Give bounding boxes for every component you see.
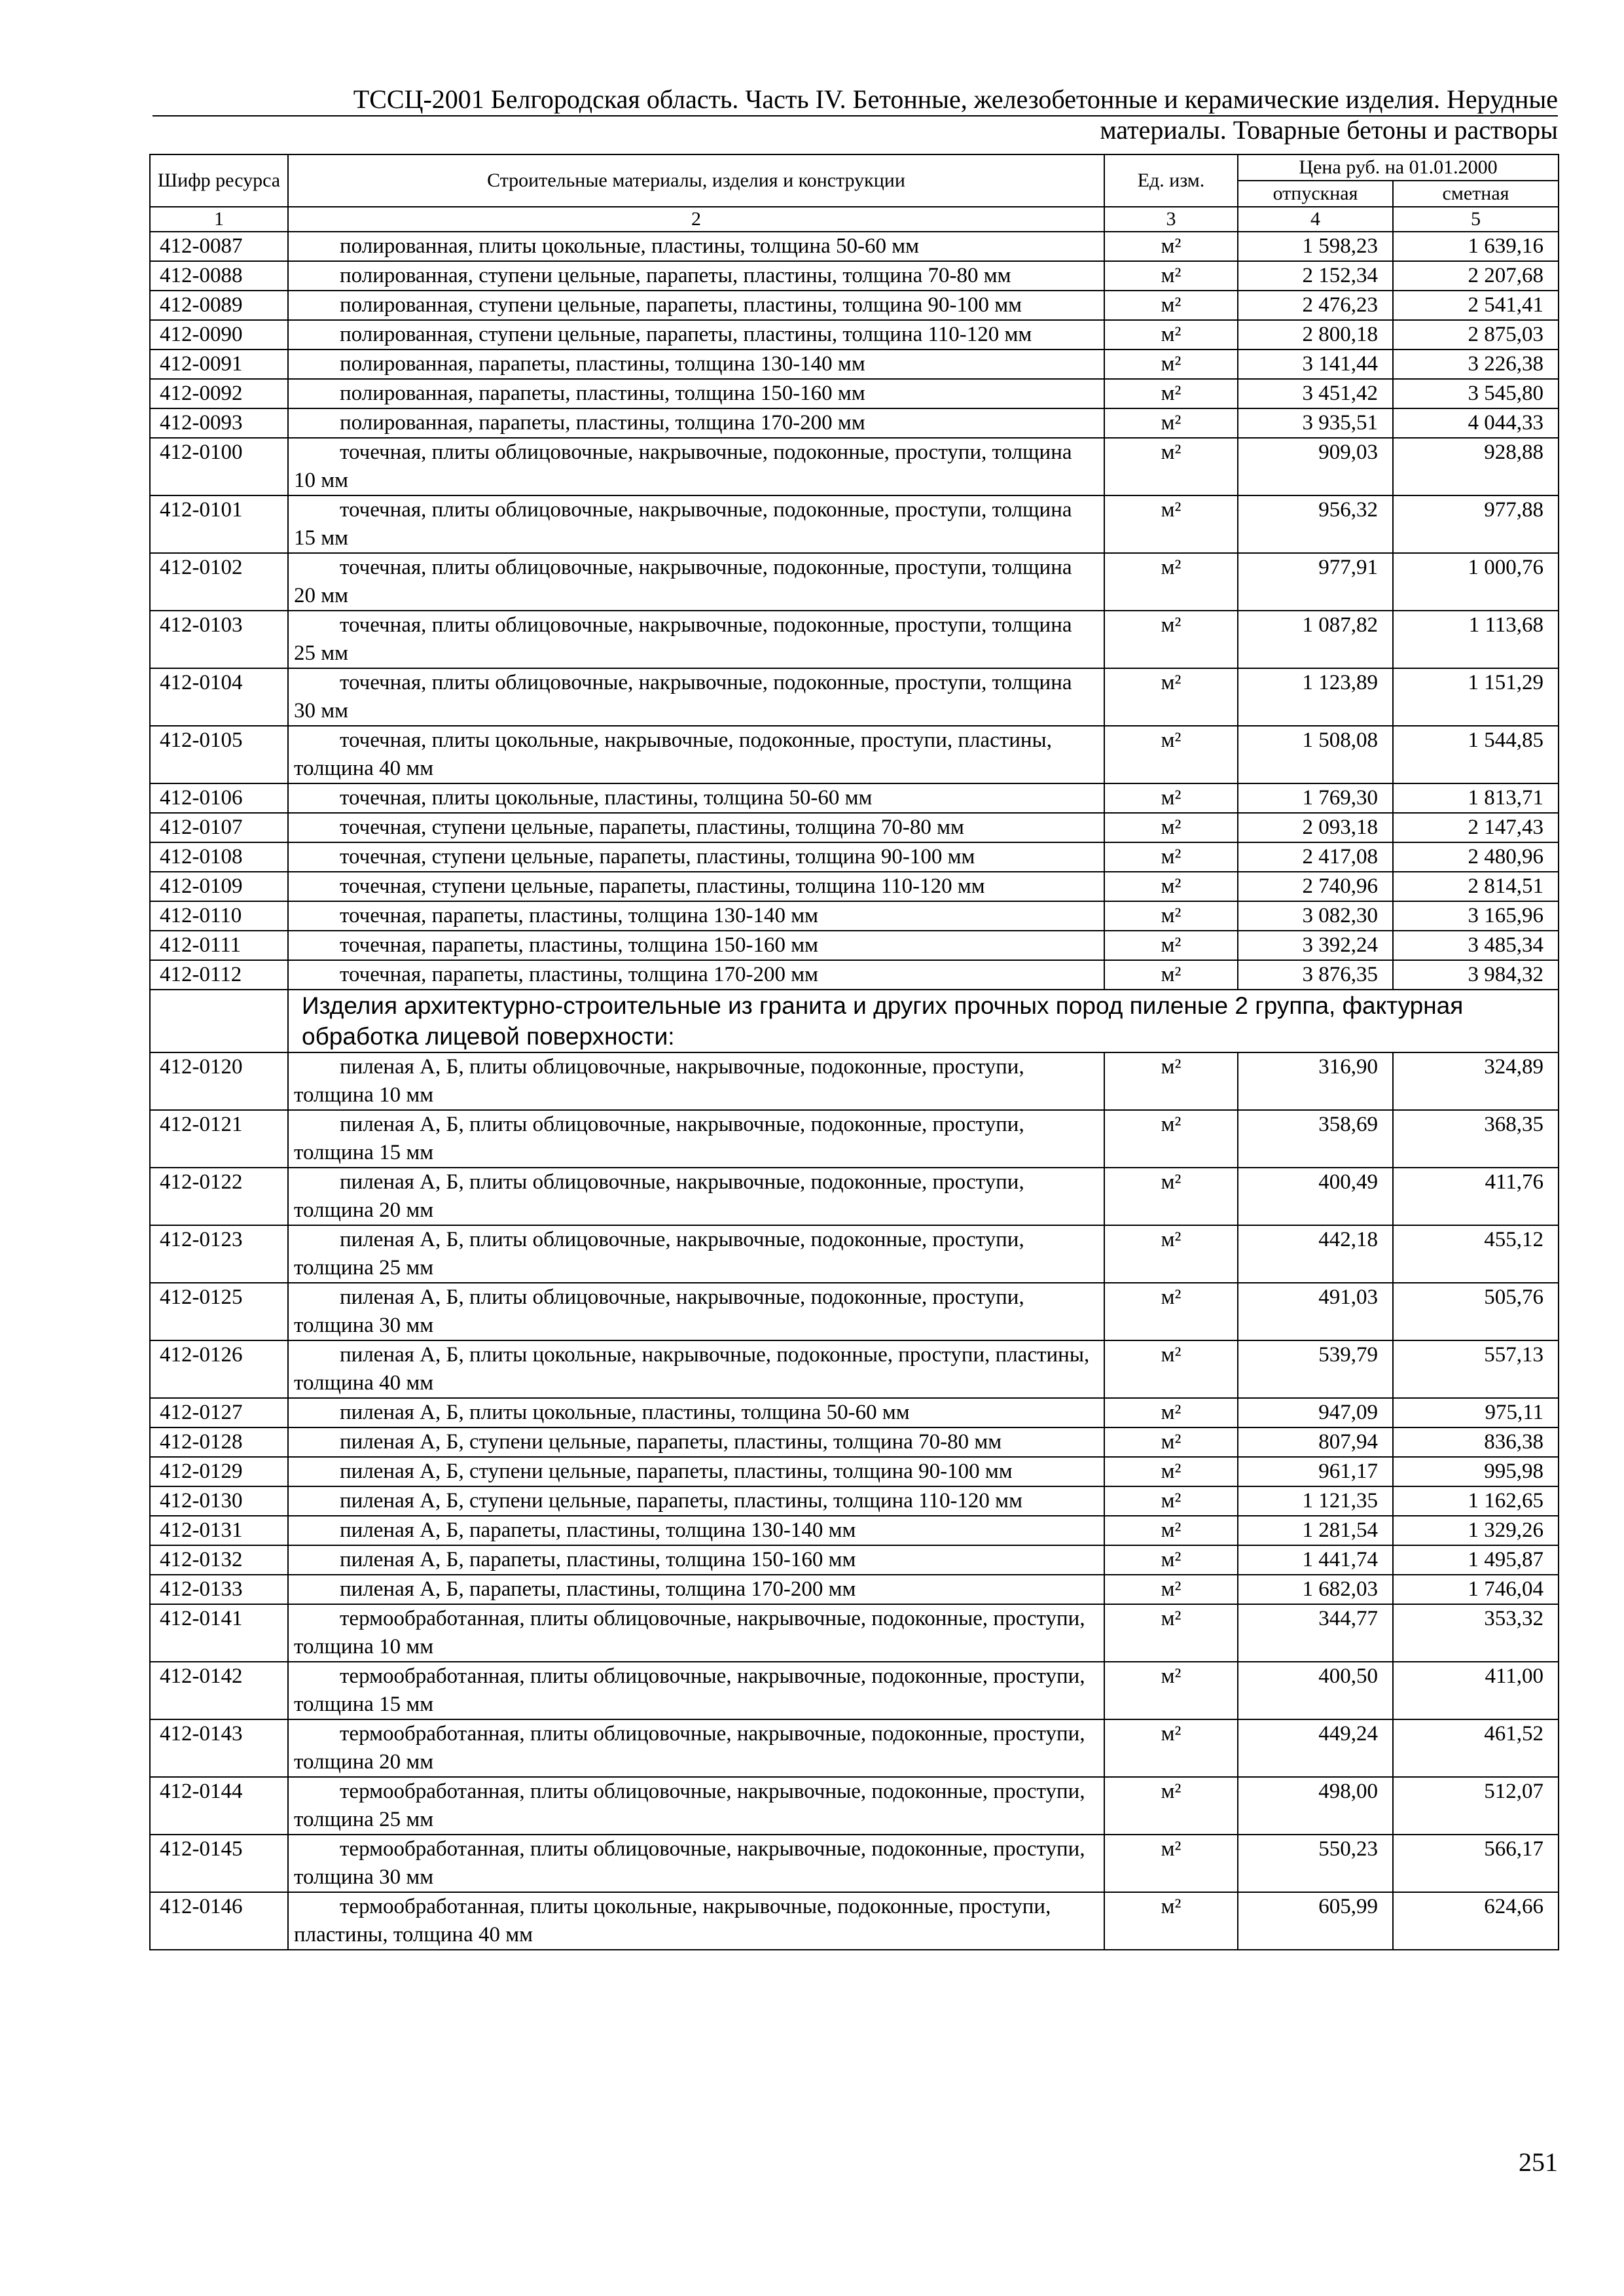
estimate-price-cell: 1 639,16	[1393, 232, 1559, 261]
header-price: Цена руб. на 01.01.2000	[1238, 154, 1559, 181]
unit-cell: м²	[1104, 1777, 1238, 1835]
table-row	[150, 1604, 1559, 1662]
material-name-cell: пиленая А, Б, ступени цельные, парапеты, пластины, толщина 110-120 мм	[288, 1486, 1104, 1516]
material-name-cell: пиленая А, Б, ступени цельные, парапеты, пластины, толщина 90-100 мм	[288, 1457, 1104, 1486]
estimate-price-cell: 1 813,71	[1393, 783, 1559, 813]
material-name-cell: пиленая А, Б, плиты облицовочные, накрывочные, подоконные, проступи, толщина 30 мм	[288, 1283, 1104, 1340]
estimate-price-cell: 2 207,68	[1393, 261, 1559, 291]
material-name-cell: пиленая А, Б, парапеты, пластины, толщина 150-160 мм	[288, 1545, 1104, 1575]
table-row	[150, 495, 1559, 553]
release-price-cell: 977,91	[1238, 553, 1393, 611]
column-number: 4	[1238, 207, 1393, 232]
unit-cell: м²	[1104, 1892, 1238, 1950]
table-body	[150, 207, 1559, 1950]
unit-cell: м²	[1104, 1168, 1238, 1225]
unit-cell: м²	[1104, 1052, 1238, 1110]
release-price-cell: 550,23	[1238, 1835, 1393, 1892]
column-numbers-row	[150, 207, 1559, 232]
release-price-cell: 947,09	[1238, 1398, 1393, 1427]
unit-cell: м²	[1104, 261, 1238, 291]
resource-code-cell: 412-0091	[150, 350, 288, 379]
table-row	[150, 1575, 1559, 1604]
estimate-price-cell: 1 162,65	[1393, 1486, 1559, 1516]
estimate-price-cell: 1 746,04	[1393, 1575, 1559, 1604]
table-row	[150, 320, 1559, 350]
estimate-price-cell: 2 480,96	[1393, 842, 1559, 872]
unit-cell: м²	[1104, 783, 1238, 813]
unit-cell: м²	[1104, 960, 1238, 990]
release-price-cell: 344,77	[1238, 1604, 1393, 1662]
unit-cell: м²	[1104, 611, 1238, 668]
material-name-cell: точечная, парапеты, пластины, толщина 130-140 мм	[288, 901, 1104, 931]
material-name-cell: полированная, ступени цельные, парапеты, пластины, толщина 90-100 мм	[288, 291, 1104, 320]
material-name-cell: пиленая А, Б, плиты цокольные, пластины, толщина 50-60 мм	[288, 1398, 1104, 1427]
resource-code-cell: 412-0122	[150, 1168, 288, 1225]
unit-cell: м²	[1104, 1457, 1238, 1486]
release-price-cell: 2 740,96	[1238, 872, 1393, 901]
unit-cell: м²	[1104, 872, 1238, 901]
estimate-price-cell: 1 329,26	[1393, 1516, 1559, 1545]
resource-code-cell: 412-0144	[150, 1777, 288, 1835]
resource-code-cell: 412-0128	[150, 1427, 288, 1457]
estimate-price-cell: 566,17	[1393, 1835, 1559, 1892]
table-row	[150, 960, 1559, 990]
table-row	[150, 291, 1559, 320]
material-name-cell: полированная, ступени цельные, парапеты, пластины, толщина 70-80 мм	[288, 261, 1104, 291]
resource-code-cell: 412-0133	[150, 1575, 288, 1604]
material-name-cell: точечная, плиты облицовочные, накрывочные, подоконные, проступи, толщина 20 мм	[288, 553, 1104, 611]
material-name-cell: точечная, ступени цельные, парапеты, пластины, толщина 110-120 мм	[288, 872, 1104, 901]
material-name-cell: пиленая А, Б, плиты облицовочные, накрывочные, подоконные, проступи, толщина 10 мм	[288, 1052, 1104, 1110]
estimate-price-cell: 3 226,38	[1393, 350, 1559, 379]
resource-code-cell: 412-0112	[150, 960, 288, 990]
material-name-cell: термообработанная, плиты облицовочные, накрывочные, подоконные, проступи, толщина 15 мм	[288, 1662, 1104, 1719]
column-number: 2	[288, 207, 1104, 232]
resource-code-cell: 412-0089	[150, 291, 288, 320]
release-price-cell: 2 800,18	[1238, 320, 1393, 350]
unit-cell: м²	[1104, 1604, 1238, 1662]
release-price-cell: 400,49	[1238, 1168, 1393, 1225]
release-price-cell: 3 876,35	[1238, 960, 1393, 990]
resource-code-cell: 412-0102	[150, 553, 288, 611]
resource-code-cell: 412-0101	[150, 495, 288, 553]
table-row	[150, 1662, 1559, 1719]
material-name-cell: точечная, плиты облицовочные, накрывочные, подоконные, проступи, толщина 10 мм	[288, 438, 1104, 495]
unit-cell: м²	[1104, 1719, 1238, 1777]
estimate-price-cell: 512,07	[1393, 1777, 1559, 1835]
release-price-cell: 2 093,18	[1238, 813, 1393, 842]
material-name-cell: термообработанная, плиты облицовочные, накрывочные, подоконные, проступи, толщина 20 мм	[288, 1719, 1104, 1777]
estimate-price-cell: 505,76	[1393, 1283, 1559, 1340]
resource-code-cell: 412-0100	[150, 438, 288, 495]
material-name-cell: полированная, ступени цельные, парапеты, пластины, толщина 110-120 мм	[288, 320, 1104, 350]
estimate-price-cell: 3 545,80	[1393, 379, 1559, 408]
unit-cell: м²	[1104, 320, 1238, 350]
resource-code-cell: 412-0125	[150, 1283, 288, 1340]
release-price-cell: 1 123,89	[1238, 668, 1393, 726]
release-price-cell: 1 769,30	[1238, 783, 1393, 813]
unit-cell: м²	[1104, 1545, 1238, 1575]
unit-cell: м²	[1104, 1398, 1238, 1427]
column-number: 5	[1393, 207, 1559, 232]
release-price-cell: 2 152,34	[1238, 261, 1393, 291]
table-row	[150, 611, 1559, 668]
table-row	[150, 1457, 1559, 1486]
material-name-cell: точечная, ступени цельные, парапеты, пластины, толщина 90-100 мм	[288, 842, 1104, 872]
release-price-cell: 491,03	[1238, 1283, 1393, 1340]
column-number: 3	[1104, 207, 1238, 232]
section-heading-row	[150, 990, 1559, 1052]
resource-code-cell: 412-0146	[150, 1892, 288, 1950]
material-name-cell: пиленая А, Б, плиты облицовочные, накрывочные, подоконные, проступи, толщина 15 мм	[288, 1110, 1104, 1168]
material-name-cell: точечная, ступени цельные, парапеты, пластины, толщина 70-80 мм	[288, 813, 1104, 842]
release-price-cell: 1 441,74	[1238, 1545, 1393, 1575]
resource-code-cell: 412-0106	[150, 783, 288, 813]
resource-code-cell: 412-0141	[150, 1604, 288, 1662]
release-price-cell: 442,18	[1238, 1225, 1393, 1283]
estimate-price-cell: 1 544,85	[1393, 726, 1559, 783]
section-code-cell	[150, 990, 288, 1052]
release-price-cell: 3 141,44	[1238, 350, 1393, 379]
material-name-cell: полированная, парапеты, пластины, толщина 170-200 мм	[288, 408, 1104, 438]
resource-code-cell: 412-0142	[150, 1662, 288, 1719]
material-name-cell: термообработанная, плиты облицовочные, накрывочные, подоконные, проступи, толщина 10 мм	[288, 1604, 1104, 1662]
material-name-cell: пиленая А, Б, плиты облицовочные, накрывочные, подоконные, проступи, толщина 25 мм	[288, 1225, 1104, 1283]
header-code: Шифр ресурса	[150, 154, 288, 207]
table-row	[150, 1719, 1559, 1777]
release-price-cell: 1 598,23	[1238, 232, 1393, 261]
table-row	[150, 438, 1559, 495]
material-name-cell: полированная, плиты цокольные, пластины, толщина 50-60 мм	[288, 232, 1104, 261]
estimate-price-cell: 455,12	[1393, 1225, 1559, 1283]
estimate-price-cell: 624,66	[1393, 1892, 1559, 1950]
resource-code-cell: 412-0090	[150, 320, 288, 350]
release-price-cell: 961,17	[1238, 1457, 1393, 1486]
release-price-cell: 2 417,08	[1238, 842, 1393, 872]
table-row	[150, 668, 1559, 726]
header-unit: Ед. изм.	[1104, 154, 1238, 207]
material-name-cell: термообработанная, плиты облицовочные, накрывочные, подоконные, проступи, толщина 30 мм	[288, 1835, 1104, 1892]
release-price-cell: 400,50	[1238, 1662, 1393, 1719]
material-name-cell: точечная, парапеты, пластины, толщина 150-160 мм	[288, 931, 1104, 960]
table-row	[150, 553, 1559, 611]
release-price-cell: 909,03	[1238, 438, 1393, 495]
resource-code-cell: 412-0121	[150, 1110, 288, 1168]
material-name-cell: термообработанная, плиты облицовочные, накрывочные, подоконные, проступи, толщина 25 мм	[288, 1777, 1104, 1835]
table-row	[150, 379, 1559, 408]
estimate-price-cell: 411,76	[1393, 1168, 1559, 1225]
table-row	[150, 408, 1559, 438]
unit-cell: м²	[1104, 379, 1238, 408]
resource-code-cell: 412-0129	[150, 1457, 288, 1486]
estimate-price-cell: 1 000,76	[1393, 553, 1559, 611]
resource-code-cell: 412-0109	[150, 872, 288, 901]
estimate-price-cell: 1 151,29	[1393, 668, 1559, 726]
resource-code-cell: 412-0087	[150, 232, 288, 261]
estimate-price-cell: 324,89	[1393, 1052, 1559, 1110]
estimate-price-cell: 368,35	[1393, 1110, 1559, 1168]
unit-cell: м²	[1104, 1575, 1238, 1604]
table-row	[150, 1168, 1559, 1225]
estimate-price-cell: 557,13	[1393, 1340, 1559, 1398]
estimate-price-cell: 3 165,96	[1393, 901, 1559, 931]
material-name-cell: пиленая А, Б, парапеты, пластины, толщина 170-200 мм	[288, 1575, 1104, 1604]
resource-code-cell: 412-0088	[150, 261, 288, 291]
table-row	[150, 931, 1559, 960]
material-name-cell: пиленая А, Б, парапеты, пластины, толщина 130-140 мм	[288, 1516, 1104, 1545]
resource-code-cell: 412-0126	[150, 1340, 288, 1398]
table-row	[150, 1283, 1559, 1340]
table-row	[150, 1225, 1559, 1283]
table-row	[150, 1516, 1559, 1545]
table-row	[150, 1398, 1559, 1427]
estimate-price-cell: 2 147,43	[1393, 813, 1559, 842]
release-price-cell: 3 392,24	[1238, 931, 1393, 960]
resource-code-cell: 412-0108	[150, 842, 288, 872]
table-row	[150, 1340, 1559, 1398]
release-price-cell: 449,24	[1238, 1719, 1393, 1777]
resource-code-cell: 412-0110	[150, 901, 288, 931]
unit-cell: м²	[1104, 408, 1238, 438]
unit-cell: м²	[1104, 1486, 1238, 1516]
resource-code-cell: 412-0103	[150, 611, 288, 668]
estimate-price-cell: 995,98	[1393, 1457, 1559, 1486]
unit-cell: м²	[1104, 1427, 1238, 1457]
resource-code-cell: 412-0093	[150, 408, 288, 438]
unit-cell: м²	[1104, 291, 1238, 320]
unit-cell: м²	[1104, 668, 1238, 726]
estimate-price-cell: 353,32	[1393, 1604, 1559, 1662]
release-price-cell: 3 935,51	[1238, 408, 1393, 438]
release-price-cell: 1 121,35	[1238, 1486, 1393, 1516]
resource-code-cell: 412-0127	[150, 1398, 288, 1427]
table-row	[150, 1486, 1559, 1516]
unit-cell: м²	[1104, 1835, 1238, 1892]
unit-cell: м²	[1104, 842, 1238, 872]
release-price-cell: 1 682,03	[1238, 1575, 1393, 1604]
estimate-price-cell: 461,52	[1393, 1719, 1559, 1777]
release-price-cell: 1 087,82	[1238, 611, 1393, 668]
unit-cell: м²	[1104, 553, 1238, 611]
release-price-cell: 3 451,42	[1238, 379, 1393, 408]
unit-cell: м²	[1104, 901, 1238, 931]
material-name-cell: точечная, парапеты, пластины, толщина 170-200 мм	[288, 960, 1104, 990]
release-price-cell: 498,00	[1238, 1777, 1393, 1835]
material-name-cell: термообработанная, плиты цокольные, накрывочные, подоконные, проступи, пластины, толщина 40 мм	[288, 1892, 1104, 1950]
material-name-cell: пиленая А, Б, ступени цельные, парапеты, пластины, толщина 70-80 мм	[288, 1427, 1104, 1457]
resource-code-cell: 412-0130	[150, 1486, 288, 1516]
release-price-cell: 956,32	[1238, 495, 1393, 553]
estimate-price-cell: 2 541,41	[1393, 291, 1559, 320]
table-row	[150, 1777, 1559, 1835]
resource-code-cell: 412-0132	[150, 1545, 288, 1575]
table-row	[150, 350, 1559, 379]
resource-code-cell: 412-0145	[150, 1835, 288, 1892]
column-number: 1	[150, 207, 288, 232]
table-row	[150, 1052, 1559, 1110]
release-price-cell: 358,69	[1238, 1110, 1393, 1168]
unit-cell: м²	[1104, 495, 1238, 553]
estimate-price-cell: 411,00	[1393, 1662, 1559, 1719]
estimate-price-cell: 977,88	[1393, 495, 1559, 553]
estimate-price-cell: 1 495,87	[1393, 1545, 1559, 1575]
table-row	[150, 1892, 1559, 1950]
material-name-cell: точечная, плиты цокольные, пластины, толщина 50-60 мм	[288, 783, 1104, 813]
release-price-cell: 807,94	[1238, 1427, 1393, 1457]
estimate-price-cell: 975,11	[1393, 1398, 1559, 1427]
material-name-cell: точечная, плиты цокольные, накрывочные, подоконные, проступи, пластины, толщина 40 мм	[288, 726, 1104, 783]
unit-cell: м²	[1104, 438, 1238, 495]
material-name-cell: точечная, плиты облицовочные, накрывочные, подоконные, проступи, толщина 30 мм	[288, 668, 1104, 726]
table-row	[150, 901, 1559, 931]
table-row	[150, 842, 1559, 872]
resource-code-cell: 412-0120	[150, 1052, 288, 1110]
unit-cell: м²	[1104, 232, 1238, 261]
header-estimate-price: сметная	[1393, 181, 1559, 207]
release-price-cell: 1 508,08	[1238, 726, 1393, 783]
release-price-cell: 1 281,54	[1238, 1516, 1393, 1545]
table-row	[150, 1835, 1559, 1892]
estimate-price-cell: 2 875,03	[1393, 320, 1559, 350]
resource-code-cell: 412-0107	[150, 813, 288, 842]
header-release-price: отпускная	[1238, 181, 1393, 207]
estimate-price-cell: 928,88	[1393, 438, 1559, 495]
estimate-price-cell: 2 814,51	[1393, 872, 1559, 901]
resource-code-cell: 412-0131	[150, 1516, 288, 1545]
estimate-price-cell: 4 044,33	[1393, 408, 1559, 438]
unit-cell: м²	[1104, 1662, 1238, 1719]
release-price-cell: 2 476,23	[1238, 291, 1393, 320]
table-row	[150, 783, 1559, 813]
estimate-price-cell: 3 485,34	[1393, 931, 1559, 960]
unit-cell: м²	[1104, 1340, 1238, 1398]
unit-cell: м²	[1104, 1110, 1238, 1168]
estimate-price-cell: 3 984,32	[1393, 960, 1559, 990]
table-row	[150, 232, 1559, 261]
material-name-cell: пиленая А, Б, плиты цокольные, накрывочные, подоконные, проступи, пластины, толщина 40 мм	[288, 1340, 1104, 1398]
header-name: Строительные материалы, изделия и конструкции	[288, 154, 1104, 207]
table-row	[150, 813, 1559, 842]
page-number: 251	[1519, 2147, 1558, 2177]
section-heading: Изделия архитектурно-строительные из гранита и других прочных пород пиленые 2 группа, фактурная обработка лицевой поверхности:	[288, 990, 1559, 1052]
header-title-line-2: материалы. Товарные бетоны и растворы	[1100, 115, 1558, 145]
resource-code-cell: 412-0105	[150, 726, 288, 783]
resource-code-cell: 412-0143	[150, 1719, 288, 1777]
release-price-cell: 605,99	[1238, 1892, 1393, 1950]
material-name-cell: полированная, парапеты, пластины, толщина 150-160 мм	[288, 379, 1104, 408]
material-name-cell: точечная, плиты облицовочные, накрывочные, подоконные, проступи, толщина 25 мм	[288, 611, 1104, 668]
release-price-cell: 3 082,30	[1238, 901, 1393, 931]
table-row	[150, 1110, 1559, 1168]
unit-cell: м²	[1104, 931, 1238, 960]
table-row	[150, 726, 1559, 783]
estimate-price-cell: 836,38	[1393, 1427, 1559, 1457]
estimate-price-cell: 1 113,68	[1393, 611, 1559, 668]
material-name-cell: пиленая А, Б, плиты облицовочные, накрывочные, подоконные, проступи, толщина 20 мм	[288, 1168, 1104, 1225]
unit-cell: м²	[1104, 350, 1238, 379]
material-name-cell: полированная, парапеты, пластины, толщина 130-140 мм	[288, 350, 1104, 379]
table-row	[150, 872, 1559, 901]
resource-code-cell: 412-0092	[150, 379, 288, 408]
release-price-cell: 539,79	[1238, 1340, 1393, 1398]
material-name-cell: точечная, плиты облицовочные, накрывочные, подоконные, проступи, толщина 15 мм	[288, 495, 1104, 553]
header-title-line-1: ТССЦ-2001 Белгородская область. Часть IV. Бетонные, железобетонные и керамические изделия. Нерудные	[353, 84, 1558, 114]
resource-code-cell: 412-0123	[150, 1225, 288, 1283]
resource-code-cell: 412-0111	[150, 931, 288, 960]
unit-cell: м²	[1104, 813, 1238, 842]
table-row	[150, 1427, 1559, 1457]
resource-code-cell: 412-0104	[150, 668, 288, 726]
unit-cell: м²	[1104, 1283, 1238, 1340]
unit-cell: м²	[1104, 1516, 1238, 1545]
table-row	[150, 1545, 1559, 1575]
release-price-cell: 316,90	[1238, 1052, 1393, 1110]
unit-cell: м²	[1104, 726, 1238, 783]
table-row	[150, 261, 1559, 291]
price-table	[149, 154, 1559, 1950]
unit-cell: м²	[1104, 1225, 1238, 1283]
page-header	[153, 84, 1558, 145]
